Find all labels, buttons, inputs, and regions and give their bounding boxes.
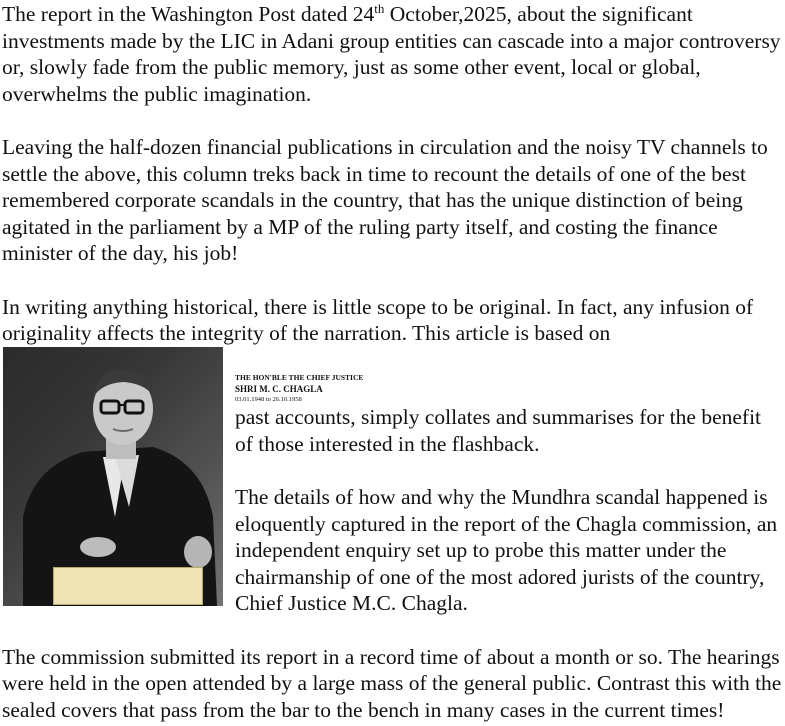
caption-name: SHRI M. C. CHAGLA bbox=[235, 384, 323, 395]
paragraph-5: The commission submitted its report in a record time of about a month or so. The hearings were held in the open attended by a large mass of the general public. Contrast this with the sealed covers that pass from the bar to the bench in many cases in the current times! bbox=[2, 644, 782, 722]
paragraph-2: Leaving the half-dozen financial publications in circulation and the noisy TV channels to settle the above, this column treks back in time to recount the details of one of the best remembered corporate scandals in the country, that has the unique distinction of being agitated in the parliament by a MP of the ruling party itself, and costing the finance minister of the day, his job! bbox=[2, 134, 768, 266]
portrait-caption bbox=[53, 567, 203, 605]
paragraph-1 bbox=[2, 1, 783, 107]
chief-justice-portrait bbox=[3, 347, 223, 606]
paragraph-3-text-b: past accounts, simply collates and summarises for the benefit of those interested in the flashback. bbox=[235, 405, 762, 456]
caption-title: THE HON'BLE THE CHIEF JUSTICE bbox=[235, 373, 364, 383]
paragraph-3 bbox=[2, 294, 783, 347]
article-body bbox=[2, 1, 783, 723]
paragraph-1-text-b: October,2025, about the significant investments made by the LIC in Adani group entities can cascade into a major controversy or, slowly fade from the public memory, just as some other event, local or global, overwhelms the public imagination. bbox=[2, 2, 781, 106]
paragraph-4: The details of how and why the Mundhra scandal happened is eloquently captured in the report of the Chagla commission, an independent enquiry set up to probe this matter under the chairmanship of one of the most adored jurists of the country, Chief Justice M.C. Chagla. bbox=[235, 485, 778, 616]
paragraph-3-text-a: In writing anything historical, there is little scope to be original. In fact, any infusion of originality affects the integrity of the narration. This article is based on bbox=[2, 294, 754, 346]
paragraph-1-text-a: The report in the Washington Post dated 24 bbox=[2, 2, 375, 26]
ordinal-superscript: th bbox=[374, 1, 385, 16]
caption-dates: 03.01.1948 to 26.10.1958 bbox=[235, 396, 302, 404]
